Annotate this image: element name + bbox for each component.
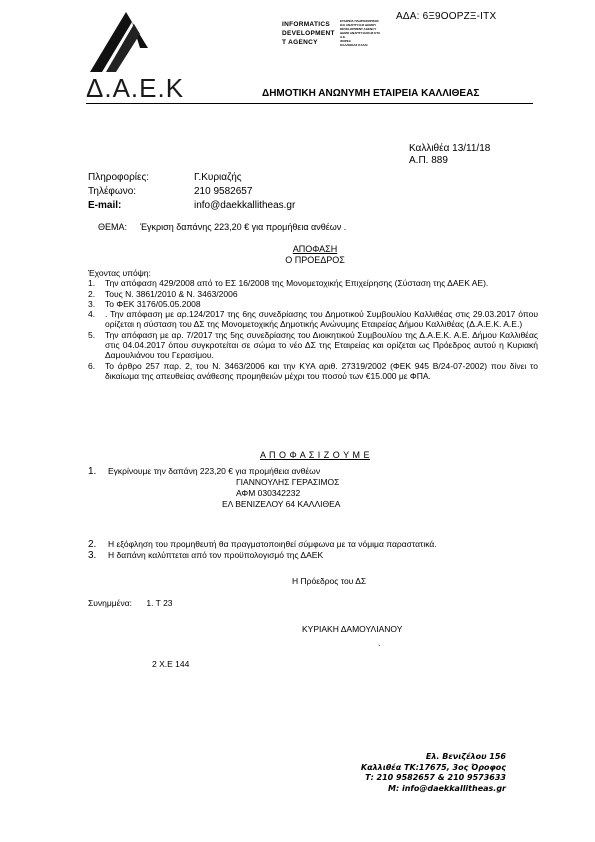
signatory-name: ΚΥΡΙΑΚΗ ΔΑΜΟΥΛΙΑΝΟΥ [302,624,403,634]
agency-sub-line: DEVELOPMENT AGENCY [340,27,377,31]
list-item-text: Την απόφαση 429/2008 από το ΕΣ 16/2008 της Μονομετοχικής Επιχείρησης (Σύσταση της ΔΑΕΚ ΑΕ). [105,278,489,289]
supplier-afm: ΑΦΜ 030342232 [236,488,301,498]
list-item [88,278,538,288]
subject-line [98,222,346,232]
list-item [88,309,538,330]
decision-number: 2. [88,539,97,550]
email-label: E-mail: [88,200,122,211]
footer-line: Τ: 210 9582657 & 210 9573633 [365,773,506,782]
decision-number: 3. [88,550,97,561]
logo-text: Δ.Α.Ε.Κ [86,73,185,103]
list-item-number: 6. [88,360,96,371]
list-item [88,361,538,382]
decisions-list [88,466,538,510]
decision-text: Εγκρίνουμε την δαπάνη 223,20 € για προμήθεια ανθέων [108,466,321,476]
list-item-text: Την απόφαση με αρ. 7/2017 της 5ης συνεδρίασης του Διοικητικού Συμβουλίου της Δ.Α.Ε.Κ. Α.Ε. Δήμου Καλλιθέας στις 04.04.2017 όπου συγκροτείται σε σώμα το νέο ΔΣ της Εταιρείας και ορίζεται ως Πρόεδρος αυτού η Κυριακή Δαμουλιάνου του Γερασίμου. [105,329,538,361]
decision-text: Η εξόφληση του προμηθευτή θα πραγματοποιηθεί σύμφωνα με τα νόμιμα παραστατικά. [108,539,437,549]
email-value: info@daekkallitheas.gr [194,200,296,211]
ada-code: ΑΔΑ: 6Ξ9ΟΟΡΖΞ-ΙΤΧ [396,11,497,22]
signature-mark: ` [378,643,381,653]
contact-label: Πληροφορίες: [88,172,150,183]
list-item-text: Το άρθρο 257 παρ. 2, του Ν. 3463/2006 και την ΚΥΑ αριθ. 27319/2002 (ΦΕΚ 945 Β/24-07-2002) που δίνει το δικαίωμα της απευθείας ανάθεσης προμηθειών μέχρι του ποσού των €15.000 με ΦΠΑ. [105,360,538,381]
footer-line: M: info@daekkallitheas.gr [388,783,506,793]
agency-line: INFORMATICS [282,21,330,28]
list-item-number: 1. [88,278,96,289]
phone-value: 210 9582657 [194,186,253,197]
supplier-address: ΕΛ ΒΕΝΙΖΕΛΟΥ 64 ΚΑΛΛΙΘΕΑ [222,499,341,509]
footer-line: Ελ. Βενιζέλου 156 [425,752,506,761]
protocol-note: 2 Χ.Ε 144 [152,659,190,669]
supplier-name: ΓΙΑΝΝΟΥΛΗΣ ΓΕΡΑΣΙΜΟΣ [236,477,340,487]
subject-text: Έγκριση δαπάνης 223,20 € για προμήθεια ανθέων . [140,222,347,232]
considering-label: Έχοντας υπόψη: [88,268,151,278]
decision-item [88,466,538,510]
company-name: ΔΗΜΟΤΙΚΗ ΑΝΩΝΥΜΗ ΕΤΑΙΡΕΙΑ ΚΑΛΛΙΘΕΑΣ [262,88,480,99]
list-item [88,299,538,309]
we-decide-heading: Α Π Ο Φ Α Σ Ι Ζ Ο Υ Μ Ε [260,450,370,460]
chair-title: Ο ΠΡΟΕΔΡΟΣ [285,255,345,265]
considerations-list [88,268,538,381]
footer-address [330,752,506,794]
agency-name [282,20,335,47]
agency-sub-line: ΔΗΜΟ ΑΝΑΠΤΥΞΙΑΚΗΣ ΕΤΑ [340,31,381,35]
agency-line: T AGENCY [282,39,318,46]
date-block [409,143,490,167]
attachments-label: Συνημμένα: [88,598,132,608]
contact-value: Γ.Κυριαζής [194,172,242,183]
list-item-number: 2. [88,288,96,299]
attachments [88,598,173,608]
daek-logo-icon [82,10,162,74]
agency-line: DEVELOPMENT [282,30,335,37]
header-divider [86,103,533,104]
protocol-number: Α.Π. 889 [409,155,448,166]
decision-number: 1. [88,466,97,477]
agency-subtitle [340,19,402,47]
decision-title: ΑΠΟΦΑΣΗ [292,244,338,254]
decision-item [88,550,538,561]
phone-label: Τηλέφωνο: [88,186,137,197]
document-date: Καλλιθέα 13/11/18 [409,143,491,154]
list-item-text: . Την απόφαση με αρ.124/2017 της 6ης συνεδρίασης του Δημοτικού Συμβουλίου Καλλιθέας στις 29.03.2017 όπου ορίζεται η σύσταση του ΔΣ της Μονομετοχικής Δημοτικής Ανώνυμης Εταιρείας Δήμου Καλλιθέας (Δ.Α.Ε.Κ. Α.Ε.) [105,309,538,330]
list-item [88,330,538,361]
list-item-number: 3. [88,298,96,309]
decision-item [88,539,538,550]
contact-info [88,171,295,213]
list-item [88,289,538,299]
agency-sub-line: ΕΤΑΙΡΕΙΑ ΠΛΗΡΟΦΟΡΙΚΗΣ [340,19,379,23]
list-item-number: 5. [88,329,96,340]
footer-line: Καλλιθέα ΤΚ:17675, 3ος Όροφος [360,762,506,772]
agency-sub-line: Α.Ε. [340,35,346,39]
agency-sub-line: ΦΟΡΕΑ [340,39,351,43]
list-item-text: Τους Ν. 3861/2010 & Ν. 3463/2006 [105,288,238,299]
agency-sub-line: ΚΑΛΛΙΘΕΑΣ ΚΑΛΛΙ [340,43,368,47]
list-item-text: Το ΦΕΚ 3176/05.05.2008 [105,298,201,309]
attachments-value: 1. Τ 23 [146,598,173,608]
agency-sub-line: ΚΑΙ ΑΝΑΠΤΥΞΗΣ ΔΗΜΟΥ [340,23,377,27]
subject-label: ΘΕΜΑ: [98,222,128,232]
signature-role: Η Πρόεδρος του ΔΣ [292,576,367,586]
decision-text: Η δαπάνη καλύπτεται από τον προϋπολογισμό της ΔΑΕΚ [108,550,324,560]
list-item-number: 4. [88,309,96,320]
decisions-list-continued [88,539,538,561]
